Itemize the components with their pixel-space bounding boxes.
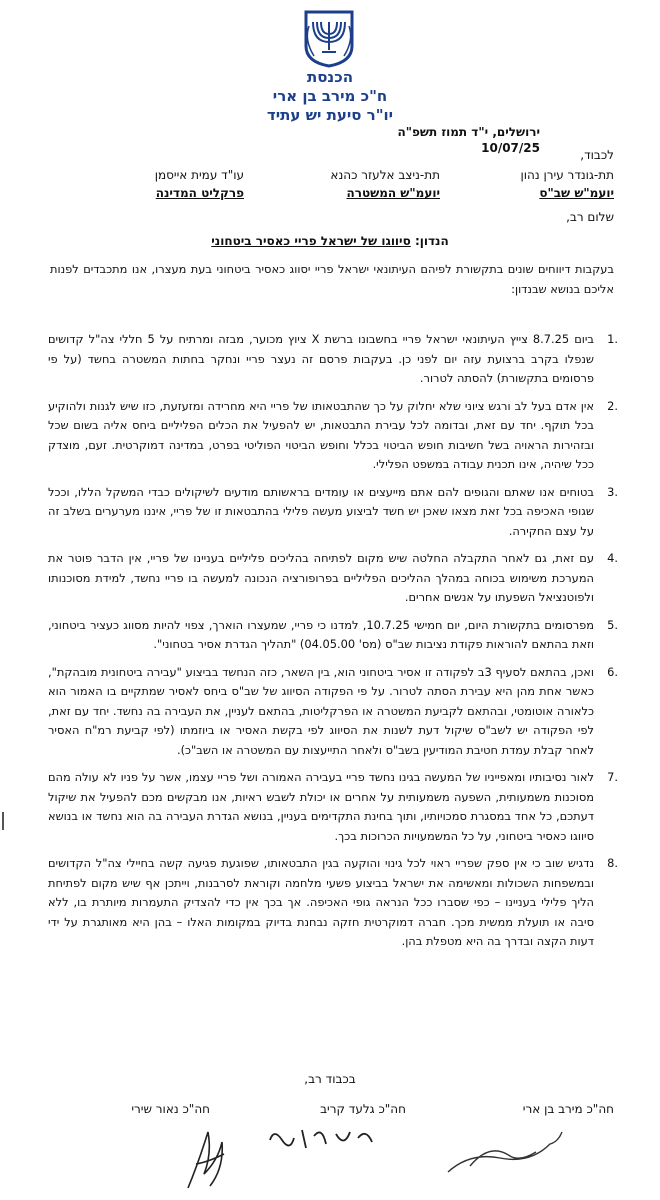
list-item: .1 ביום 8.7.25 צייץ העיתונאי ישראל פריי בחשבונו ברשת X ציוץ מכוער, מבזה ומרתיח על 5 חללי צה"ל קדושים שנפלו בקרב ברצועת עזה יום לפני כן. בעקבות פרסם זה נעצר פריי ונחקר בחתות המשטרה בחשד (על פי פרסומים בתקשורת) להסתה לטרור.	[48, 332, 618, 385]
list-item-text: ביום 8.7.25 צייץ העיתונאי ישראל פריי בחשבונו ברשת X ציוץ מכוער, מבזה ומרתיח על 5 חללי צה"ל קדושים שנפלו בקרב ברצועת עזה יום לפני כן. בעקבות פרסם זה נעצר פריי ונחקר בחתות המשטרה בחשד (על פי פרסומים בתקשורת) להסתה לטרור.	[48, 332, 594, 385]
recipient	[521, 166, 615, 202]
subject-line	[0, 234, 660, 248]
signatory-name: חה"כ נאור שירי	[131, 1102, 210, 1116]
recipient-role: יועמ"ש המשטרה	[346, 186, 440, 200]
numbered-list	[48, 330, 618, 960]
list-item-text: נדגיש שוב כי אין ספק שפריי ראוי לכל גינוי והוקעה בגין התבטאותו, שפוגעת פגיעה קשה בחיילי צה"ל הקדושים ובמשפחות השכולות ומאשימה את ישראל בביצוע פשעי מלחמה וקוראת לסרבנות, וייתכן אף שיש מקום לפתיחת הליך פלילי בעניינו – כפי שסברו ככל הנראה גופי האכיפה. אך בכך אין כדי להצדיק התעמרות מיותרת בו, ללא סיבה או תועלת ממשית מכך. חברה דמוקרטית חזקה נבחנת בדיוק במקומות האלו – בהן היא מאותגרת על ידי דעות הקצה ובדרך בה היא מטפלת בהן.	[48, 856, 594, 948]
greeting: שלום רב,	[566, 210, 614, 224]
member-role: יו"ר סיעת יש עתיד	[266, 106, 394, 124]
list-item-text: מפרסומים בתקשורת היום, יום חמישי 10.7.25, למדנו כי פריי, שמעצרו הוארך, צפוי להיות מסווג כעציר ביטחוני, וזאת בהתאם להוראות פקודת נציבות שב"ס (מס' 04.05.00) "תהליך הגדרת אסיר בטחוני".	[48, 617, 594, 651]
list-item-text: לאור נסיבותיו ומאפייניו של המעשה בגינו נחשד פריי בעבירה האמורה ושל פריי עצמו, אשר על פניו לא עולה מהם מסוכנות משמעותית, השפעה משמעותית על אחרים או יכולת לשבש ראיות, אנו מבקשים מכם להפעיל את שיקול דעתכם, כל אחד במסגרת סמכויותיו, ותוך בחינת התקדימים בעניין, בנושא הגדרת העבירה בה הוא נחשד או בנושא סיווגו כאסיר ביטחוני, על כל המשמעויות הכרוכות בכך.	[48, 770, 594, 843]
recipient	[330, 166, 440, 202]
signature-icon	[262, 1118, 382, 1158]
list-item-text: עם זאת, גם לאחר התקבלה החלטה שיש מקום לפתיחה בהליכים פליליים בעניינו של פריי, אין הדבר פוטר את המערכת משימוש בכוחה במהלך ההליכים הפליליים בפרופורציה הנכונה למעשה בו פריי נחשד, למידת מסוכנותו ולפוטנציאל השפעתו על אנשים אחרים.	[48, 551, 594, 604]
letterhead	[0, 68, 660, 125]
closing: בכבוד רב,	[304, 1072, 356, 1086]
list-item-text: בטוחים אנו שאתם והגופים להם אתם מייעצים או עומדים בראשותם מודעים לשיקולים כבדי המשקל הללו, וככל שגופי האכיפה בכל זאת מצאו שאכן יש חשד לביצוע מעשה פלילי בהתבטאות זו של פריי, איננו מערערים בשלב זה על עצם החקירה.	[48, 484, 594, 538]
subject-label: הנדון:	[414, 234, 449, 248]
place-date: ירושלים, י"ד תמוז תשפ"ה	[397, 125, 540, 139]
recipient-name: תת-ניצב אלעזר כהנא	[330, 168, 440, 182]
signature-icon	[440, 1122, 570, 1182]
recipient-name: עו"ד עמית אייסמן	[154, 168, 244, 182]
knesset-emblem-icon	[300, 6, 358, 68]
date-block	[397, 124, 540, 156]
list-item: .4 עם זאת, גם לאחר התקבלה החלטה שיש מקום לפתיחה בהליכים פליליים בעניינו של פריי, אין הדבר פוטר את המערכת משימוש בכוחה במהלך ההליכים הפליליים בפרופורציה הנכונה למעשה בו פריי נחשד, למידת מסוכנותו ולפוטנציאל השפעתו על אנשים אחרים.	[48, 551, 618, 604]
recipient-name: תת-גונדר עירן נהון	[520, 168, 614, 182]
scan-edge-mark	[2, 812, 4, 830]
intro-paragraph: בעקבות דיווחים שונים בתקשורת לפיהם העיתונאי ישראל פריי יסווג כאסיר ביטחוני בעת מעצרו, אנו מתכבדים לפנות אליכם בנושא שבנדון:	[50, 262, 614, 296]
recipient-role: פרקליט המדינה	[155, 186, 244, 200]
to-label: לכבוד,	[580, 148, 614, 162]
list-item: .2 אין אדם בעל לב ורגש ציוני שלא יחלוק על כך שהתבטאותו של פריי היא מחרידה ומזעזעת, כזו שיש לגנות ולהוקיע בכל תוקף. יחד עם זאת, ובדומה לכל עבירת התבטאות, יש להפעיל את הכלים הפליליים ביחס אליה בשום שכל ובזהירות הראויה בשל חשיבות חופש הביטוי בכלל וחופש הביטוי הפוליטי בפרט, במדינה דמוקרטית. זעם, מוצדק ככל שיהיה, אינו תכנית עבודה במשפט הפלילי.	[48, 398, 618, 471]
list-item: .7 לאור נסיבותיו ומאפייניו של המעשה בגינו נחשד פריי בעבירה האמורה ושל פריי עצמו, אשר על פניו לא עולה מהם מסוכנות משמעותית, השפעה משמעותית על אחרים או יכולת לשבש ראיות, אנו מבקשים מכם להפעיל את שיקול דעתכם, כל אחד במסגרת סמכויותיו, ותוך בחינת התקדימים בעניין, בנושא הגדרת העבירה בה הוא נחשד או בנושא סיווגו כאסיר ביטחוני, על כל המשמעויות הכרוכות בכך.	[48, 770, 618, 843]
signatory-name: חה"כ מירב בן ארי	[522, 1102, 614, 1116]
list-item: .6 ואכן, בהתאם לסעיף 3ב לפקודה זו אסיר ביטחוני הוא, בין השאר, כזה הנחשד בביצוע "עבירה ביטחונית מובהקת", כאשר אחת מהן היא עבירת הסתה לטרור. על פי הפקודה הסיווג של שב"ס ביחס לאסיר שמתקיים בו האמור הוא כלאורה אוטומטי, ובהתאם לקביעת המשטרה או הפרקליטות, בהתאם לעניין, את העבירה בה נחשד. יחד עם זאת, לפי הפקודה יש לשב"ס שיקול דעת לשנות את הסיווג לפי בקשת האסיר או ביוזמתו (לפי קביעת רמ"ח האסיר לאחר קבלת עמדת חטיבת המודיעין בשב"ס ולאחר התייעצות עם המשטרה או השב"כ).	[48, 664, 618, 757]
list-item: .3 בטוחים אנו שאתם והגופים להם אתם מייעצים או עומדים בראשותם מודעים לשיקולים כבדי המשקל הללו, וככל שגופי האכיפה בכל זאת מצאו שאכן יש חשד לביצוע מעשה פלילי בהתבטאות זו של פריי, איננו מערערים בשלב זה על עצם החקירה.	[48, 484, 618, 538]
recipients	[0, 166, 660, 206]
subject-text: סיווגו של ישראל פריי כאסיר ביטחוני	[211, 234, 411, 248]
recipient	[155, 166, 244, 202]
gregorian-date: 10/07/25	[481, 141, 540, 155]
signature-icon	[178, 1124, 238, 1194]
list-item-text: ואכן, בהתאם לסעיף 3ב לפקודה זו אסיר ביטחוני הוא, בין השאר, כזה הנחשד בביצוע "עבירה ביטחונית מובהקת", כאשר אחת מהן היא עבירת הסתה לטרור. על פי הפקודה הסיווג של שב"ס ביחס לאסיר שמתקיים בו האמור הוא כלאורה אוטומטי, ובהתאם לקביעת המשטרה או הפרקליטות, בהתאם לעניין, את העבירה בה נחשד. יחד עם זאת, לפי הפקודה יש לשב"ס שיקול דעת לשנות את הסיווג לפי בקשת האסיר או ביוזמתו (לפי קביעת רמ"ח האסיר לאחר קבלת עמדת חטיבת המודיעין בשב"ס ולאחר התייעצות עם המשטרה או השב"כ).	[48, 664, 594, 757]
member-name: ח"כ מירב בן ארי	[272, 87, 388, 105]
org-name: הכנסת	[306, 68, 354, 86]
list-item: .8 נדגיש שוב כי אין ספק שפריי ראוי לכל גינוי והוקעה בגין התבטאותו, שפוגעת פגיעה קשה בחיילי צה"ל הקדושים ובמשפחות השכולות ומאשימה את ישראל בביצוע פשעי מלחמה וקוראת לסרבנות, וייתכן אף שיש מקום לפתיחת הליך פלילי בעניינו – כפי שסברו ככל הנראה גופי האכיפה. אך בכך אין כדי להצדיק התעמרות מיותרת בו, ללא סיבה או תועלת ממשית מכך. חברה דמוקרטית חזקה נבחנת בדיוק במקומות האלו – בהן היא מאותגרת על ידי דעות הקצה ובדרך בה היא מטפלת בהן.	[48, 856, 618, 948]
list-item: .5 מפרסומים בתקשורת היום, יום חמישי 10.7.25, למדנו כי פריי, שמעצרו הוארך, צפוי להיות מסווג כעציר ביטחוני, וזאת בהתאם להוראות פקודת נציבות שב"ס (מס' 04.05.00) "תהליך הגדרת אסיר בטחוני".	[48, 617, 618, 651]
list-item-text: אין אדם בעל לב ורגש ציוני שלא יחלוק על כך שהתבטאותו של פריי היא מחרידה ומזעזעת, כזו שיש לגנות ולהוקיע בכל תוקף. יחד עם זאת, ובדומה לכל עבירת התבטאות, יש להפעיל את הכלים הפליליים ביחס אליה בשום שכל ובזהירות הראויה בשל חשיבות חופש הביטוי בכלל וחופש הביטוי הפוליטי בפרט, במדינה דמוקרטית. זעם, מוצדק ככל שיהיה, אינו תכנית עבודה במשפט הפלילי.	[48, 398, 594, 471]
recipient-role: יועמ"ש שב"ס	[539, 186, 614, 200]
signatory-name: חה"כ גלעד קריב	[320, 1102, 406, 1116]
